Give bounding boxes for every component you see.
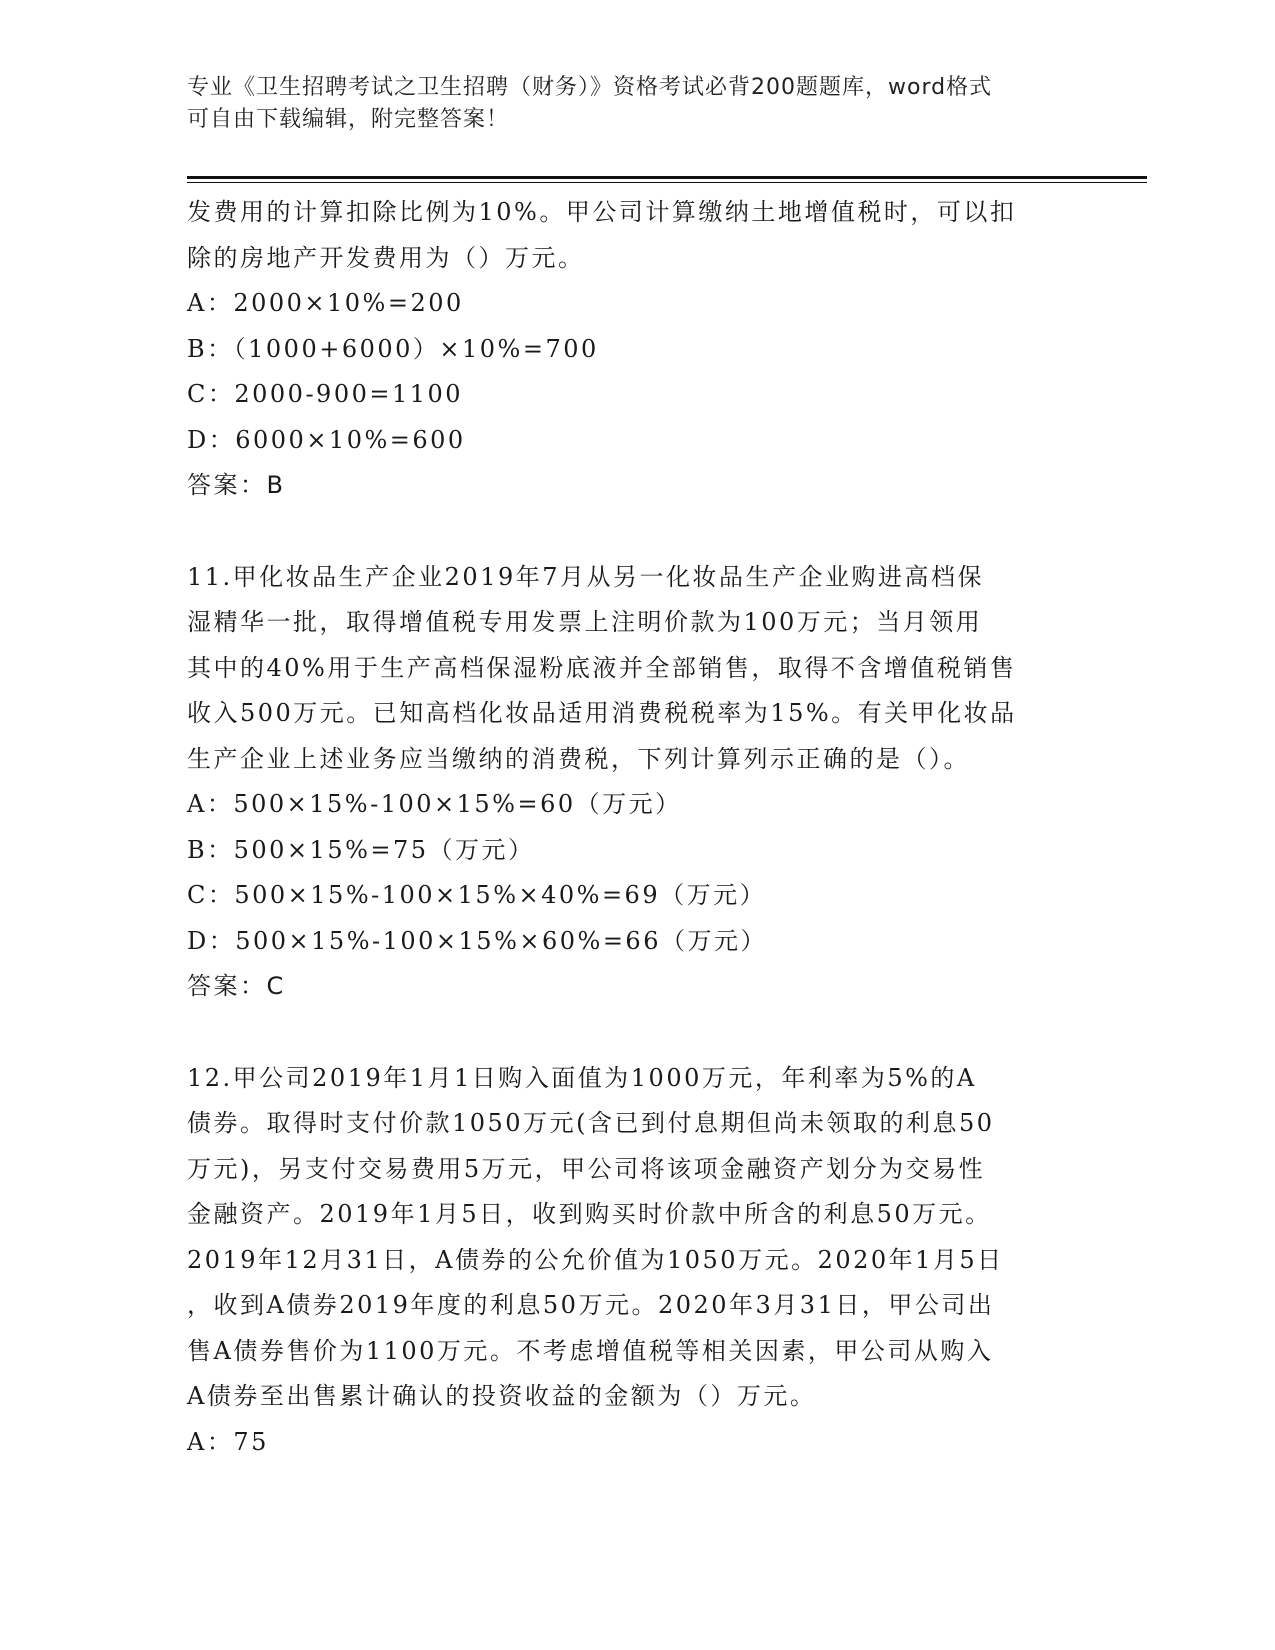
question-text-line: A债券至出售累计确认的投资收益的金额为（）万元。 [187,1382,817,1410]
question-text-line: 12.甲公司2019年1月1日购入面值为1000万元，年利率为5%的A [187,1063,977,1092]
question-text-line: 2019年12月31日，A债券的公允价值为1050万元。2020年1月5日 [187,1245,1004,1274]
question-12 [187,1056,1087,1466]
header-divider-thin [187,182,1147,183]
question-text-line: ，收到A债券2019年度的利息50万元。2020年3月31日，甲公司出 [187,1291,995,1319]
option-d: D：500×15%-100×15%×60%=66（万元） [187,926,767,955]
question-text-line: 生产企业上述业务应当缴纳的消费税，下列计算列示正确的是（）。 [187,744,970,773]
document-body [187,190,1087,1465]
header-line-2: 可自由下载编辑，附完整答案！ [187,107,510,132]
spacer [187,509,1087,555]
question-text-line: 其中的40%用于生产高档保湿粉底液并全部销售，取得不含增值税销售 [187,653,1017,682]
question-text-line: 除的房地产开发费用为（）万元。 [187,243,585,272]
option-a: A：500×15%-100×15%=60（万元） [187,790,682,818]
option-d: D：6000×10%=600 [187,425,466,454]
spacer [187,1010,1087,1056]
option-b: B：500×15%=75（万元） [187,835,535,864]
header-line-1: 专业《卫生招聘考试之卫生招聘（财务）》资格考试必背200题题库，word格式 [187,75,993,100]
answer-line: 答案：C [187,972,286,1000]
document-header [187,72,1087,136]
header-divider-thick [187,176,1147,179]
option-a: A：75 [187,1427,269,1456]
question-text-line: 湿精华一批，取得增值税专用发票上注明价款为100万元；当月领用 [187,608,983,636]
question-text-line: 发费用的计算扣除比例为10%。甲公司计算缴纳土地增值税时，可以扣 [187,198,1017,226]
answer-line: 答案：B [187,471,286,499]
question-text-line: 售A债券售价为1100万元。不考虑增值税等相关因素，甲公司从购入 [187,1336,994,1365]
option-c: C：500×15%-100×15%×40%=69（万元） [187,881,767,909]
question-text-line: 收入500万元。已知高档化妆品适用消费税税率为15%。有关甲化妆品 [187,699,1017,727]
option-c: C：2000-900=1100 [187,380,464,408]
question-text-line: 万元)，另支付交易费用5万元，甲公司将该项金融资产划分为交易性 [187,1154,986,1183]
question-text-line: 金融资产。2019年1月5日，收到购买时价款中所含的利息50万元。 [187,1200,992,1228]
option-a: A：2000×10%=200 [187,289,464,317]
question-text-line: 11.甲化妆品生产企业2019年7月从另一化妆品生产企业购进高档保 [187,562,985,591]
question-text-line: 债券。取得时支付价款1050万元(含已到付息期但尚未领取的利息50 [187,1109,995,1137]
question-10 [187,190,1087,509]
option-b: B：（1000+6000）×10%=700 [187,334,599,363]
question-11 [187,555,1087,1010]
